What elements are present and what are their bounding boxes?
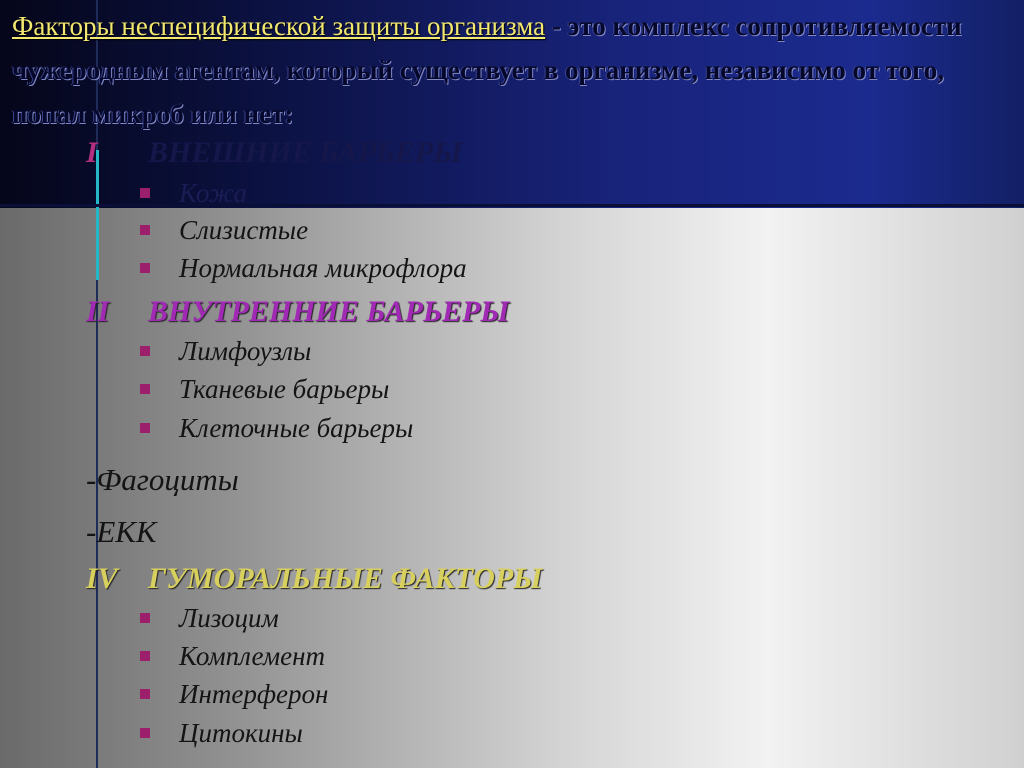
square-bullet-icon (140, 188, 150, 198)
square-bullet-icon (140, 613, 150, 623)
square-bullet-icon (140, 384, 150, 394)
list-item: Лизоцим (140, 603, 279, 634)
list-item: Кожа (140, 178, 247, 209)
list-item: Цитокины (140, 718, 303, 749)
dash-item-ekk: -ЕКК (86, 514, 157, 549)
square-bullet-icon (140, 423, 150, 433)
list-item: Клеточные барьеры (140, 413, 413, 444)
square-bullet-icon (140, 225, 150, 235)
section-numeral: II (86, 295, 110, 328)
list-item: Нормальная микрофлора (140, 253, 467, 284)
dash-item-phagocytes: -Фагоциты (86, 462, 239, 497)
list-item: Слизистые (140, 215, 308, 246)
intro-rest: - это комплекс сопротивляемости чужеродным агентам, который существует в организме, независимо от того, попал микроб или нет: (12, 11, 962, 129)
list-item: Тканевые барьеры (140, 374, 389, 405)
list-item: Интерферон (140, 679, 328, 710)
section-numeral: IV (86, 562, 118, 595)
section-title: ВНЕШНИЕ БАРЬЕРЫ (148, 136, 463, 169)
square-bullet-icon (140, 651, 150, 661)
square-bullet-icon (140, 728, 150, 738)
section-humoral-factors (86, 562, 542, 596)
section-title: ГУМОРАЛЬНЫЕ ФАКТОРЫ (148, 562, 543, 595)
list-item: Лимфоузлы (140, 336, 311, 367)
intro-term: Факторы неспецифической защиты организма (12, 11, 546, 41)
list-item: Комплемент (140, 641, 325, 672)
section-numeral: I (86, 136, 98, 169)
section-title: ВНУТРЕННИЕ БАРЬЕРЫ (148, 295, 510, 328)
square-bullet-icon (140, 689, 150, 699)
section-internal-barriers (86, 295, 509, 329)
square-bullet-icon (140, 346, 150, 356)
intro-paragraph (12, 4, 1012, 136)
square-bullet-icon (140, 263, 150, 273)
section-external-barriers (86, 136, 462, 170)
